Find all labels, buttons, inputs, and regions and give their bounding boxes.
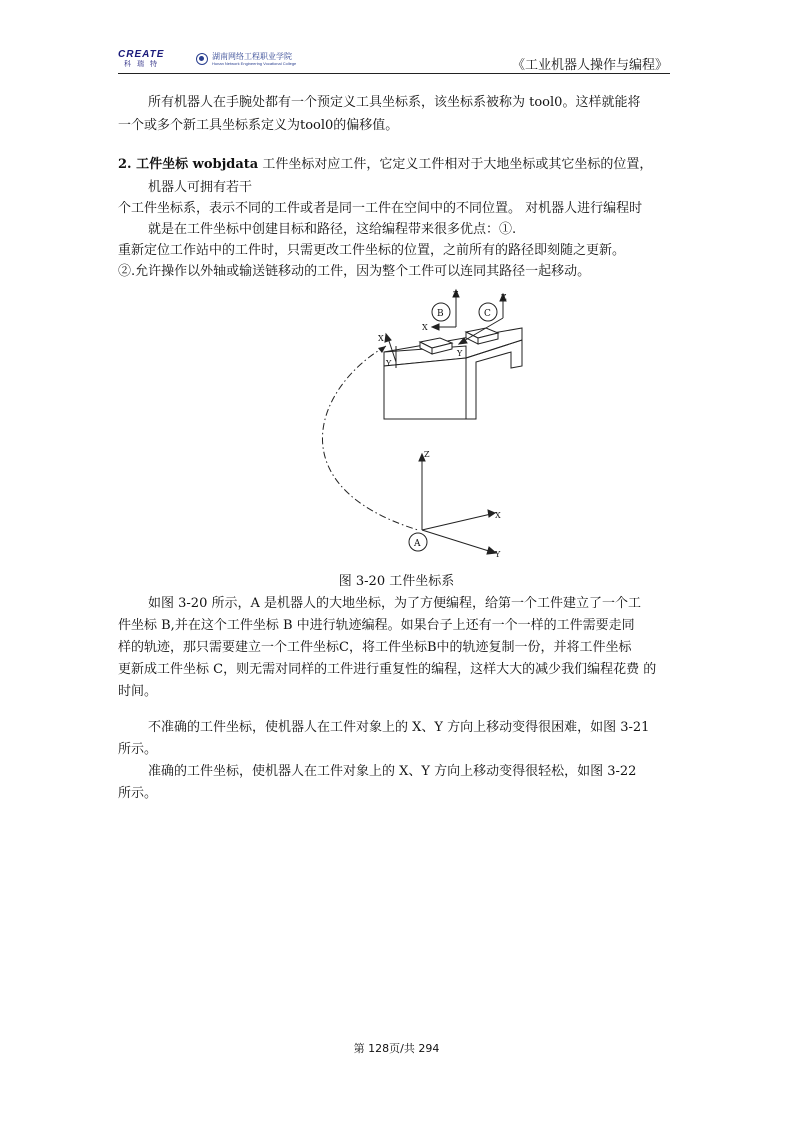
para3-line5: 时间。: [118, 684, 158, 699]
section2-line4: 就是在工件坐标中创建目标和路径，这给编程带来很多优点：①.: [148, 222, 517, 237]
section2-line6: ②.允许操作以外轴或输送链移动的工件，因为整个工件可以连同其路径一起移动。: [118, 264, 591, 279]
label-c: C: [484, 309, 491, 319]
label-b: B: [437, 309, 444, 319]
frame-front-x: X: [378, 334, 384, 343]
figure-caption: 图 3-20 工件坐标系: [338, 574, 455, 589]
create-logo-cn: 科瑞特: [124, 60, 163, 68]
page-number: 第 128页/共 294: [353, 1042, 440, 1055]
frame-c-y: Y: [457, 349, 463, 358]
book-title: 《工业机器人操作与编程》: [511, 58, 668, 73]
section2-line2: 机器人可拥有若干: [148, 180, 253, 195]
frame-b-z: Z: [453, 290, 459, 299]
para5-line2: 所示。: [118, 786, 158, 801]
frame-a-z: Z: [424, 450, 430, 459]
table-right-leg: [466, 340, 522, 419]
para3-line3: 样的轨迹，那只需要建立一个工件坐标C，将工件坐标B中的轨迹复制一份，并将工件坐标: [118, 640, 632, 655]
create-logo-text: CREATE: [118, 49, 165, 60]
frame-a-y: Y: [495, 550, 501, 558]
label-a: A: [414, 539, 421, 549]
header-divider: [118, 73, 670, 74]
para5-line1: 准确的工件坐标，使机器人在工件对象上的 X、Y 方向上移动变得很轻松，如图 3-22: [148, 764, 637, 779]
para3-line2: 件坐标 B,并在这个工件坐标 B 中进行轨迹编程。如果台子上还有一个一样的工件需要走同: [118, 618, 635, 633]
workobject-coordinate-figure: [296, 286, 526, 558]
frame-b-x: X: [422, 323, 428, 332]
college-logo: [196, 52, 296, 66]
section2-title: 2. 工件坐标 wobjdata: [118, 157, 259, 172]
create-logo: [118, 49, 178, 69]
para3-line1: 如图 3-20 所示，A 是机器人的大地坐标，为了方便编程，给第一个工件建立了一个工: [148, 596, 641, 611]
frame-c-z: Z: [501, 293, 507, 302]
college-name-cn: 湖南网络工程职业学院: [212, 52, 292, 61]
para1-line2: 一个或多个新工具坐标系定义为tool0的偏移值。: [118, 118, 399, 133]
college-name-en: Hunan Network Engineering Vocational College: [212, 61, 297, 66]
para4-line2: 所示。: [118, 742, 158, 757]
para3-line4: 更新成工件坐标 C，则无需对同样的工件进行重复性的编程，这样大大的减少我们编程花费 的: [118, 662, 657, 677]
college-emblem-icon: [196, 53, 208, 65]
page-header: [118, 46, 670, 76]
section2-line1: 工件坐标对应工件，它定义工件相对于大地坐标或其它坐标的位置，: [258, 157, 653, 172]
para4-line1: 不准确的工件坐标，使机器人在工件对象上的 X、Y 方向上移动变得很困难，如图 3-21: [148, 720, 650, 735]
section2-line5: 重新定位工作站中的工件时，只需更改工件坐标的位置，之前所有的路径即刻随之更新。: [118, 243, 626, 258]
frame-a-x: X: [495, 511, 501, 520]
section2-heading-line: [118, 153, 652, 176]
frame-front-y: Y: [386, 359, 392, 368]
section2-line3: 个工件坐标系，表示不同的工件或者是同一工件在空间中的不同位置。 对机器人进行编程时: [118, 201, 643, 216]
para1-line1: 所有机器人在手腕处都有一个预定义工具坐标系，该坐标系被称为 tool0。这样就能将: [148, 95, 641, 110]
